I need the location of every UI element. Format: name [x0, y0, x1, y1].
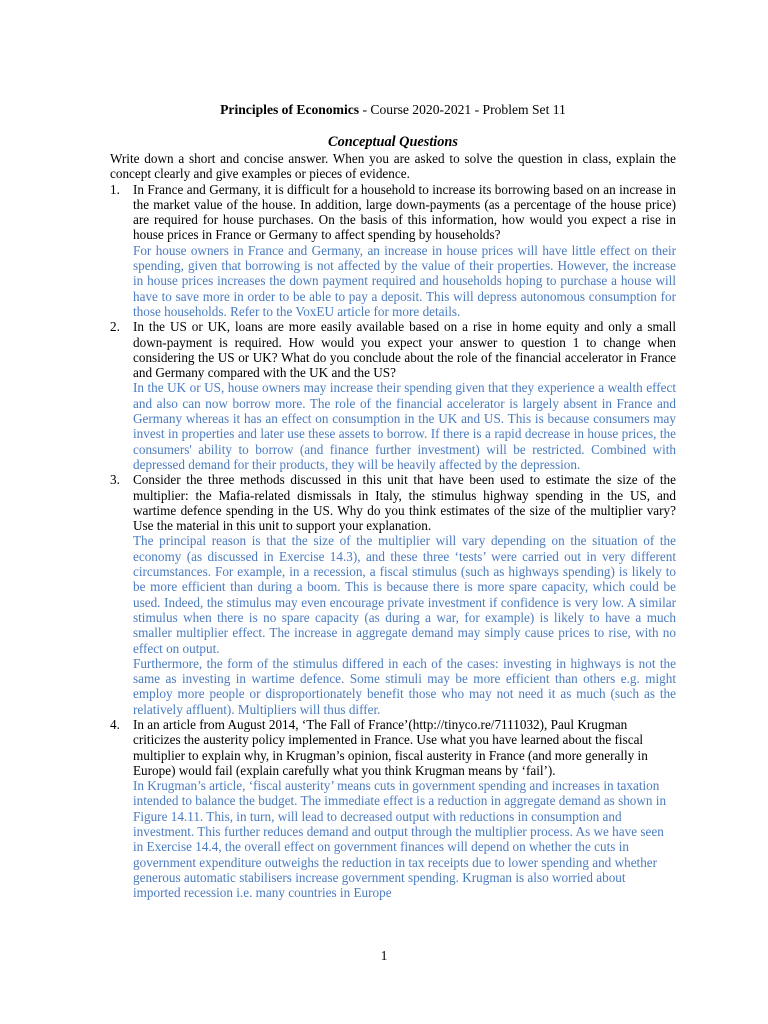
page-number: 1 [380, 948, 388, 963]
course-details: - Course 2020-2021 - Problem Set 11 [359, 102, 566, 117]
document-page [110, 102, 676, 901]
instructions-paragraph: Write down a short and concise answer. When you are asked to solve the question in class, explain the concept clearly and give examples or pieces of evidence. [110, 151, 676, 182]
question-list [110, 182, 676, 901]
answer-text: In Krugman’s article, ‘fiscal austerity’ means cuts in government spending and increases in taxation intended to balance the budget. The immediate effect is a reduction in aggregate demand as shown in Figure 14.11. This, in turn, will lead to decreased output with reductions in consumption and investment. This further reduces demand and output through the multiplier process. As we have seen in Exercise 14.4, the overall effect on government finances will depend on whether the cuts in government expenditure outweighs the reduction in tax receipts due to lower spending and whether generous automatic stabilisers increase government spending. Krugman is also worried about imported recession i.e. many countries in Europe [133, 778, 667, 901]
course-name: Principles of Economics [220, 102, 360, 117]
page-title [110, 102, 676, 118]
question-number: 2. [110, 319, 120, 335]
question-item [110, 717, 676, 901]
question-number: 3. [110, 472, 120, 488]
question-text: In an article from August 2014, ‘The Fall of France’(http://tinyco.re/7111032), Paul Krugman criticizes the austerity policy implemented in France. Use what you have learned about the fiscal multiplier to explain why, in Krugman’s opinion, fiscal austerity in France (and more generally in Europe) would fail (explain carefully what you think Krugman means by ‘fail’). [133, 716, 648, 778]
answer-text: In the UK or US, house owners may increase their spending given that they experience a wealth effect and also can now borrow more. The role of the financial accelerator is largely absent in France and Germany whereas it has an effect on consumption in the UK and US. This is because consumers may invest in properties and later use these assets to borrow. If there is a rapid decrease in house prices, the consumers' ability to borrow (and finance further investment) will be restricted. Combined with depressed demand for their products, they will be heavily affected by the depression. [133, 380, 676, 472]
section-heading: Conceptual Questions [328, 134, 458, 150]
question-text: In the US or UK, loans are more easily available based on a rise in home equity and only a small down-payment is required. How would you expect your answer to question 1 to change when considering the US or UK? What do you conclude about the role of the financial accelerator in France and Germany compared with the UK and the US? [133, 319, 676, 381]
question-item [110, 472, 676, 717]
question-number: 1. [110, 181, 120, 197]
question-item [110, 319, 676, 472]
question-text: Consider the three methods discussed in this unit that have been used to estimate the size of the multiplier: the Mafia-related dismissals in Italy, the stimulus highway spending in the US, and wartime defence spending in the US. Why do you think estimates of the size of the multiplier vary? Use the material in this unit to support your explanation. [133, 472, 676, 534]
question-text: In France and Germany, it is difficult for a household to increase its borrowing based on an increase in the market value of the house. In addition, large down-payments (as a percentage of the house price) are required for house purchases. On the basis of this information, how would you expect a rise in house prices in France or Germany to affect spending by households? [133, 181, 676, 243]
answer-text: The principal reason is that the size of the multiplier will vary depending on the situation of the economy (as discussed in Exercise 14.3), and these three ‘tests’ were carried out in very different circumstances. For example, in a recession, a fiscal stimulus (such as highways spending) is likely to be more efficient than during a boom. This is because there is more spare capacity, which could be used. Indeed, the stimulus may even encourage private investment if confidence is very low. A similar stimulus when there is no spare capacity (as during a war, for example) is likely to have a much smaller multiplier effect. The increase in aggregate demand may simply cause prices to rise, with no effect on output. [133, 533, 676, 656]
question-item [110, 182, 676, 320]
question-number: 4. [110, 716, 120, 732]
answer-text: Furthermore, the form of the stimulus differed in each of the cases: investing in highways is not the same as investing in wartime defence. Some stimuli may be more efficient than others e.g. might employ more people or disproportionately benefit those who may not need it as much (such as the relatively affluent). Multipliers will thus differ. [133, 655, 676, 717]
answer-text: For house owners in France and Germany, an increase in house prices will have little effect on their spending, given that borrowing is not affected by the value of their properties. However, the increase in house prices increases the down payment required and households hoping to purchase a house will have to save more in order to be able to pay a deposit. This will depress autonomous consumption for those households. Refer to the VoxEU article for more details. [133, 242, 676, 319]
